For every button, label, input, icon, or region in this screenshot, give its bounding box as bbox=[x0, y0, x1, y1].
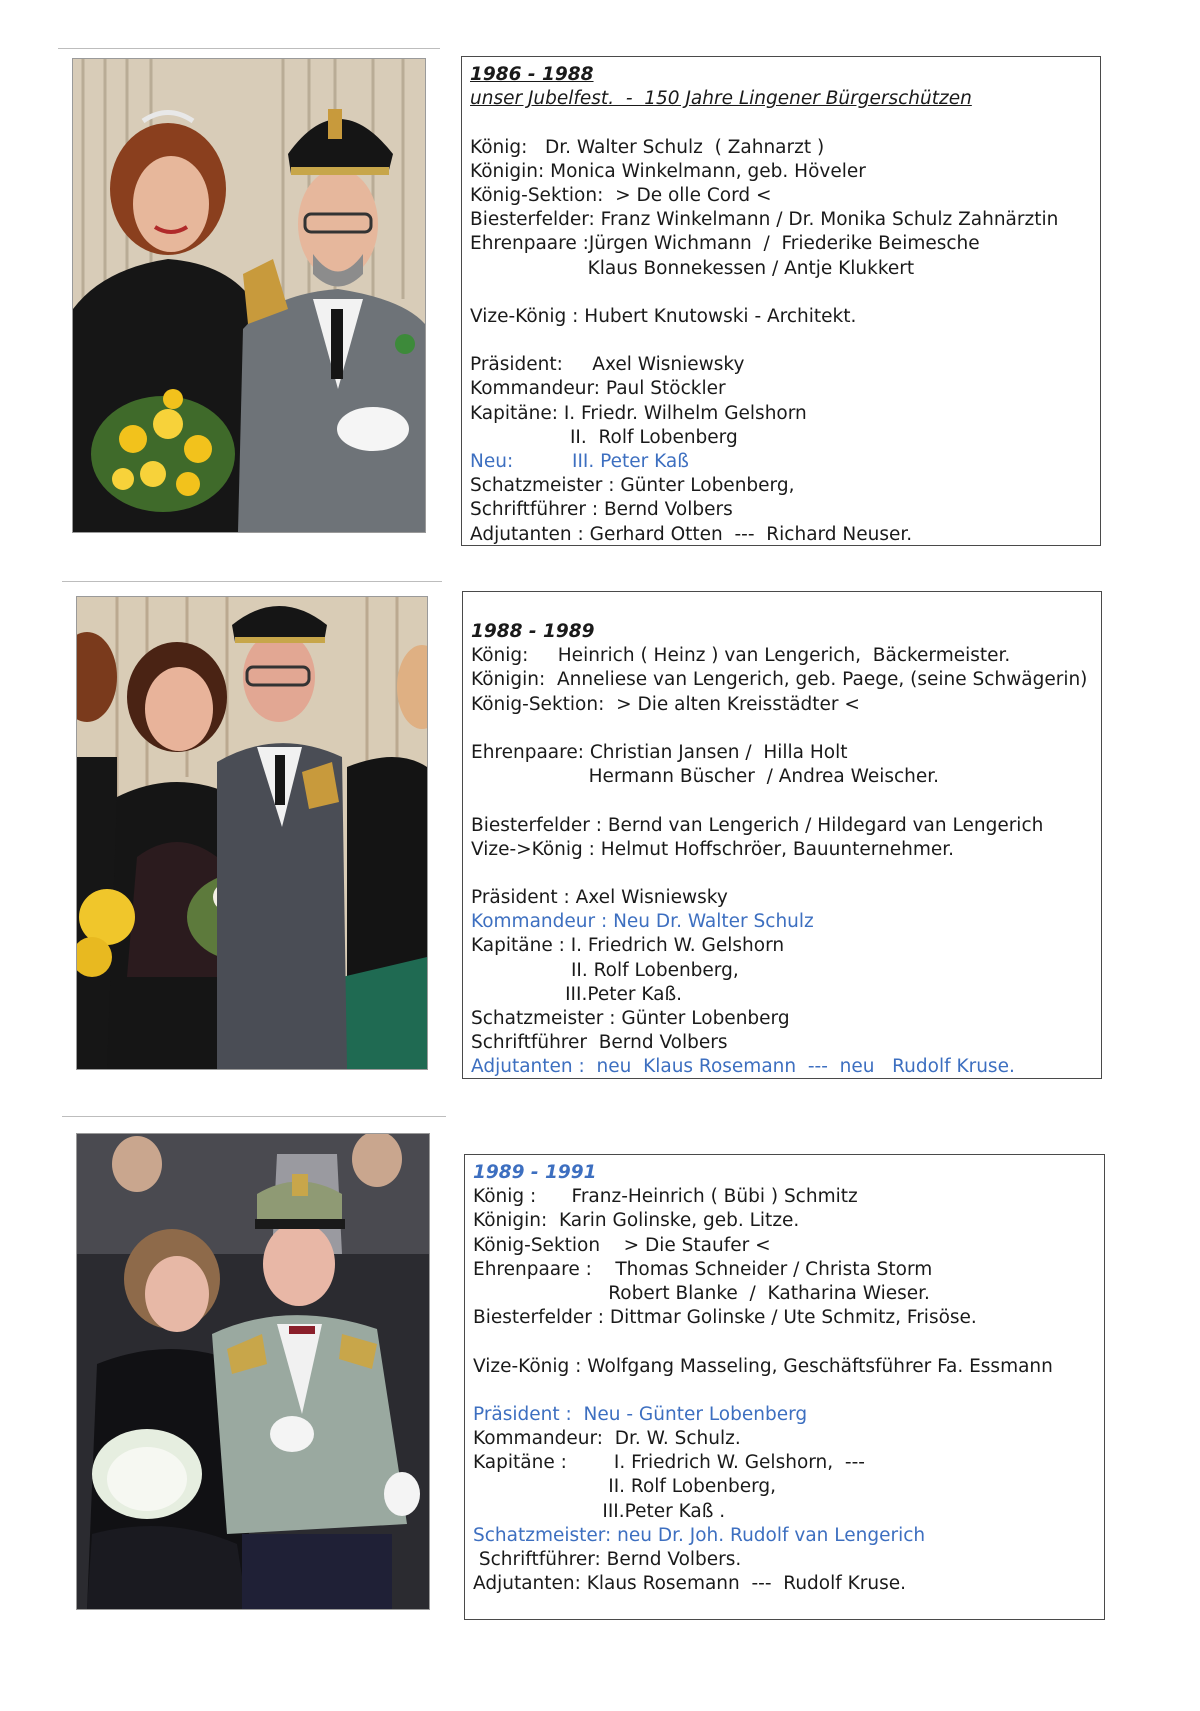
block-2-line-highlight: Adjutanten : neu Klaus Rosemann --- neu Rudolf Kruse. bbox=[471, 1056, 1015, 1078]
photo-1989-royal-couple bbox=[76, 1133, 430, 1610]
block-2-line: Schatzmeister : Günter Lobenberg bbox=[471, 1008, 790, 1029]
block-2-line: Vize->König : Helmut Hoffschröer, Bauunternehmer. bbox=[471, 838, 955, 860]
block-3-line: Kommandeur: Dr. W. Schulz. bbox=[473, 1428, 741, 1450]
block-2-line: König: Heinrich ( Heinz ) van Lengerich, Bäckermeister. bbox=[471, 645, 1011, 667]
block-1-line: Vize-König : Hubert Knutowski - Architekt. bbox=[470, 305, 857, 327]
block-2-heading-years: 1988 - 1989 bbox=[471, 621, 595, 642]
block-3-line: Kapitäne : I. Friedrich W. Gelshorn, --- bbox=[473, 1452, 865, 1474]
block-1-line-highlight: Neu: III. Peter Kaß bbox=[470, 451, 689, 472]
block-1-line: Kapitäne: I. Friedr. Wilhelm Gelshorn bbox=[470, 402, 807, 424]
block-2-line: Hermann Büscher / Andrea Weischer. bbox=[471, 766, 940, 788]
block-1-line: II. Rolf Lobenberg bbox=[470, 426, 738, 448]
block-2-line: Ehrenpaare: Christian Jansen / Hilla Holt bbox=[471, 741, 848, 763]
block-3-line: Königin: Karin Golinske, geb. Litze. bbox=[473, 1210, 800, 1232]
block-1-line: Adjutanten : Gerhard Otten --- Richard Neuser. bbox=[470, 523, 913, 545]
block-2-line: König-Sektion: > Die alten Kreisstädter < bbox=[471, 693, 860, 715]
block-1-line: Kommandeur: Paul Stöckler bbox=[470, 378, 726, 400]
block-2-line: Präsident : Axel Wisniewsky bbox=[471, 887, 728, 909]
photo-1988-royal-couple bbox=[76, 596, 428, 1070]
block-1-line: Ehrenpaare :Jürgen Wichmann / Friederike Beimesche bbox=[470, 233, 980, 255]
separator-rule-2 bbox=[62, 581, 442, 582]
block-3-heading-years: 1989 - 1991 bbox=[473, 1162, 597, 1183]
block-1-line: König: Dr. Walter Schulz ( Zahnarzt ) bbox=[470, 136, 825, 158]
info-box-1988 bbox=[462, 591, 1102, 1079]
block-2-line: Biesterfelder : Bernd van Lengerich / Hildegard van Lengerich bbox=[471, 814, 1044, 836]
block-1-line: Königin: Monica Winkelmann, geb. Höveler bbox=[470, 160, 866, 182]
separator-rule-1 bbox=[58, 48, 440, 49]
block-1-line: Biesterfelder: Franz Winkelmann / Dr. Monika Schulz Zahnärztin bbox=[470, 209, 1059, 231]
block-1-line: Präsident: Axel Wisniewsky bbox=[470, 354, 745, 376]
block-1-line: Klaus Bonnekessen / Antje Klukkert bbox=[470, 257, 915, 279]
photo-1986-royal-couple bbox=[72, 58, 426, 533]
block-2-line: Königin: Anneliese van Lengerich, geb. Paege, (seine Schwägerin) bbox=[471, 669, 1088, 691]
block-3-line-highlight: Präsident : Neu - Günter Lobenberg bbox=[473, 1403, 808, 1425]
block-3-line: König-Sektion > Die Staufer < bbox=[473, 1234, 771, 1256]
block-1-heading-years: 1986 - 1988 bbox=[470, 64, 594, 85]
block-3-line: Schriftführer: Bernd Volbers. bbox=[473, 1549, 742, 1570]
block-2-line: Schriftführer Bernd Volbers bbox=[471, 1032, 728, 1054]
block-1-line: Schriftführer : Bernd Volbers bbox=[470, 499, 733, 521]
separator-rule-3 bbox=[62, 1116, 446, 1117]
info-box-1986 bbox=[461, 56, 1101, 546]
block-2-line: II. Rolf Lobenberg, bbox=[471, 959, 739, 981]
info-box-1989 bbox=[464, 1154, 1105, 1620]
block-3-line: Biesterfelder : Dittmar Golinske / Ute Schmitz, Frisöse. bbox=[473, 1307, 977, 1329]
block-3-line: Ehrenpaare : Thomas Schneider / Christa Storm bbox=[473, 1258, 933, 1280]
block-3-line: Robert Blanke / Katharina Wieser. bbox=[473, 1282, 930, 1304]
block-3-line: II. Rolf Lobenberg, bbox=[473, 1476, 776, 1498]
block-3-line: Adjutanten: Klaus Rosemann --- Rudolf Kruse. bbox=[473, 1573, 907, 1595]
block-2-line-highlight: Kommandeur : Neu Dr. Walter Schulz bbox=[471, 911, 814, 933]
block-1-line: Schatzmeister : Günter Lobenberg, bbox=[470, 475, 795, 497]
block-1-heading-subtitle: unser Jubelfest. - 150 Jahre Lingener Bürgerschützen bbox=[470, 88, 972, 110]
block-1-line: König-Sektion: > De olle Cord < bbox=[470, 184, 772, 206]
block-3-line-highlight: Schatzmeister: neu Dr. Joh. Rudolf van Lengerich bbox=[473, 1524, 926, 1546]
block-2-line: III.Peter Kaß. bbox=[471, 983, 683, 1005]
block-2-line: Kapitäne : I. Friedrich W. Gelshorn bbox=[471, 935, 785, 957]
block-3-line: III.Peter Kaß . bbox=[473, 1500, 726, 1522]
block-3-line: König : Franz-Heinrich ( Bübi ) Schmitz bbox=[473, 1186, 858, 1208]
block-3-line: Vize-König : Wolfgang Masseling, Geschäftsführer Fa. Essmann bbox=[473, 1355, 1053, 1377]
